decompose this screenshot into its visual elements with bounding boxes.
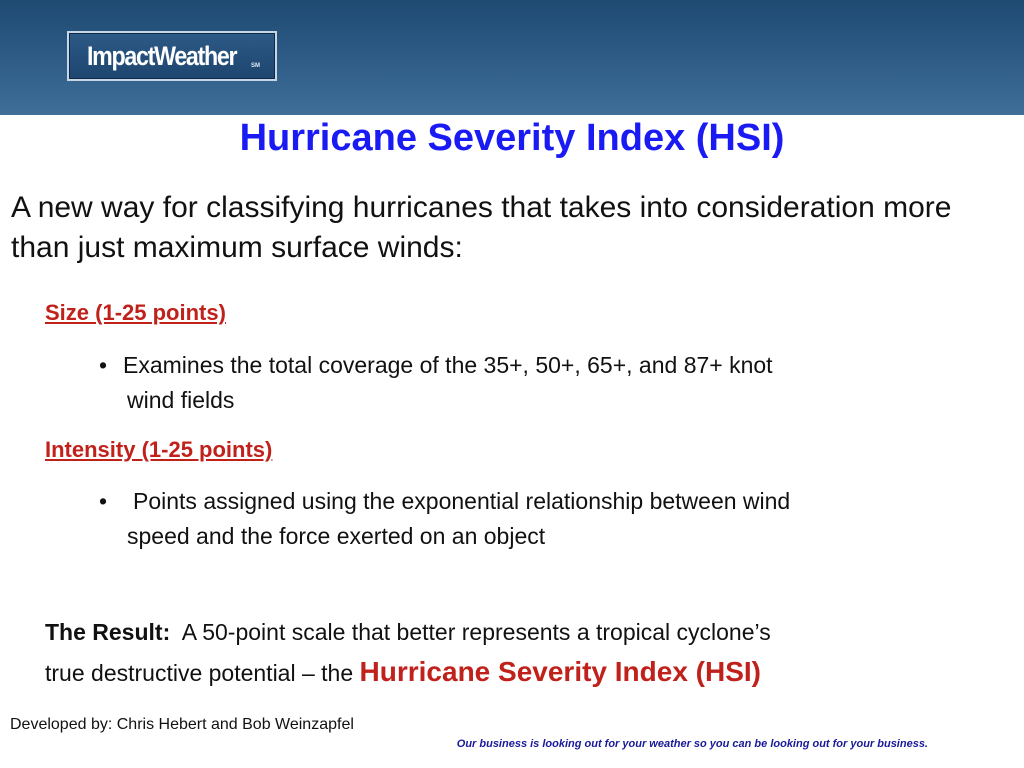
result-text-line1: A 50-point scale that better represents a tropical cyclone’s bbox=[181, 619, 771, 645]
credits: Developed by: Chris Hebert and Bob Weinzapfel bbox=[10, 716, 354, 733]
size-bullet-line2: wind fields bbox=[127, 387, 235, 413]
intensity-heading: Intensity (1-25 points) bbox=[45, 437, 273, 462]
bullet-dot: • bbox=[99, 488, 108, 514]
bullet-dot: • bbox=[99, 352, 108, 378]
intensity-bullet-line2: speed and the force exerted on an object bbox=[127, 523, 546, 549]
result-text-line2: true destructive potential – the bbox=[45, 660, 354, 686]
logo-weather-text: Weather bbox=[154, 41, 237, 71]
intensity-bullet-line1: Points assigned using the exponential relationship between wind bbox=[133, 488, 791, 514]
size-heading: Size (1-25 points) bbox=[45, 300, 226, 325]
logo-service-mark: SM bbox=[251, 63, 260, 69]
result-label: The Result: bbox=[45, 619, 171, 645]
result-hsi-highlight: Hurricane Severity Index (HSI) bbox=[359, 656, 762, 687]
header-band bbox=[0, 0, 1024, 115]
slide-title: Hurricane Severity Index (HSI) bbox=[239, 117, 785, 159]
intro-text: A new way for classifying hurricanes that takes into consideration more than just maximum surface winds: bbox=[11, 191, 952, 264]
logo-wordmark bbox=[87, 41, 236, 72]
impactweather-logo bbox=[67, 31, 277, 81]
logo-impact-text: Impact bbox=[87, 41, 155, 71]
size-bullet-line1: Examines the total coverage of the 35+, 50+, 65+, and 87+ knot bbox=[123, 352, 773, 378]
footer-tagline: Our business is looking out for your weather so you can be looking out for your business. bbox=[456, 738, 928, 750]
intensity-bullet bbox=[99, 484, 979, 554]
size-bullet bbox=[99, 348, 979, 418]
result-paragraph bbox=[45, 612, 985, 693]
